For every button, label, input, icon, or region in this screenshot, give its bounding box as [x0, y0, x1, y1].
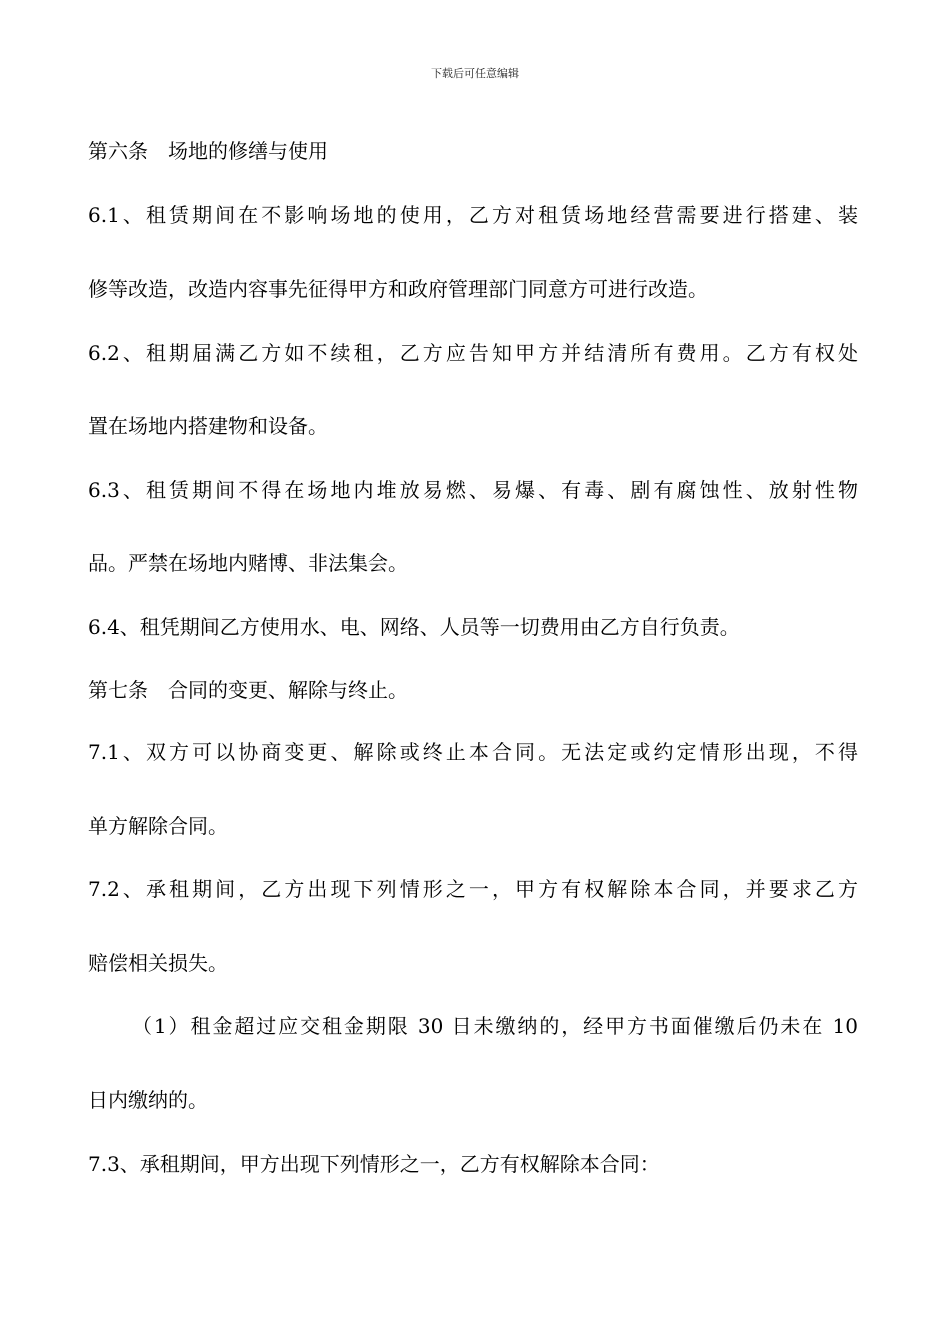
clause-7-2-item-1-line-1: （1）租金超过应交租金期限 30 日未缴纳的，经甲方书面催缴后仍未在 10 — [132, 1014, 858, 1038]
clause-7-2-item-1-line-2: 日内缴纳的。 — [88, 1088, 208, 1112]
clause-6-2-line-1: 6.2、租期届满乙方如不续租，乙方应告知甲方并结清所有费用。乙方有权处 — [88, 341, 858, 365]
section-heading-article-6: 第六条 场地的修缮与使用 — [88, 139, 328, 163]
clause-6-1-line-1: 6.1、租赁期间在不影响场地的使用，乙方对租赁场地经营需要进行搭建、装 — [88, 203, 858, 227]
clause-6-3-line-2: 品。严禁在场地内赌博、非法集会。 — [88, 551, 408, 575]
page-header-note: 下载后可任意编辑 — [431, 67, 519, 80]
clause-7-1-line-1: 7.1、双方可以协商变更、解除或终止本合同。无法定或约定情形出现，不得 — [88, 740, 858, 764]
clause-6-3-line-1: 6.3、租赁期间不得在场地内堆放易燃、易爆、有毒、剧有腐蚀性、放射性物 — [88, 478, 858, 502]
clause-6-4: 6.4、租凭期间乙方使用水、电、网络、人员等一切费用由乙方自行负责。 — [88, 615, 740, 639]
clause-7-1-line-2: 单方解除合同。 — [88, 814, 228, 838]
clause-6-1-line-2: 修等改造，改造内容事先征得甲方和政府管理部门同意方可进行改造。 — [88, 277, 708, 301]
clause-7-2-line-2: 赔偿相关损失。 — [88, 951, 228, 975]
section-heading-article-7: 第七条 合同的变更、解除与终止。 — [88, 678, 408, 702]
clause-7-2-line-1: 7.2、承租期间，乙方出现下列情形之一，甲方有权解除本合同，并要求乙方 — [88, 877, 858, 901]
clause-6-2-line-2: 置在场地内搭建物和设备。 — [88, 414, 328, 438]
clause-7-3: 7.3、承租期间，甲方出现下列情形之一，乙方有权解除本合同： — [88, 1152, 660, 1176]
